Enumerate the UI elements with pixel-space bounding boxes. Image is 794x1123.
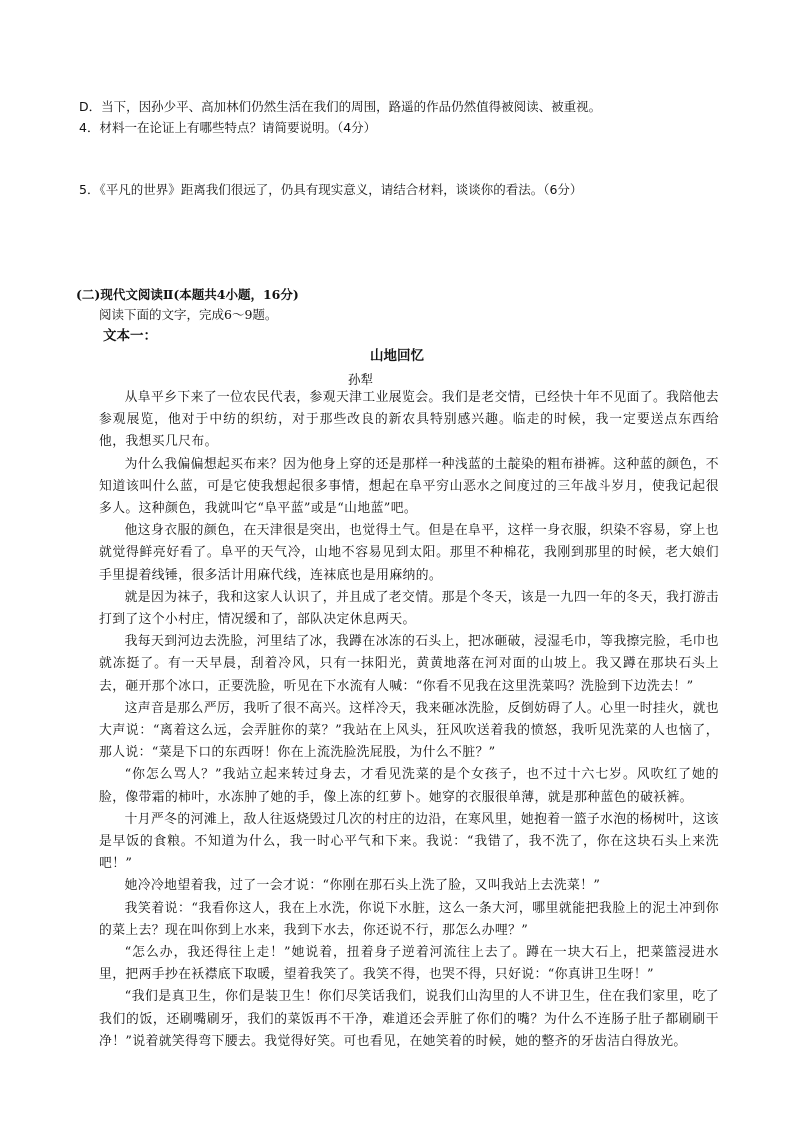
article-paragraph: “怎么办，我还得往上走！”她说着，扭着身子逆着河流往上去了。蹲在一块大石上，把菜篮浸进水里，把两手抄在袄襟底下取暖，望着我笑了。我笑不得，也哭不得，只好说：“你真讲卫生呀！”	[99, 945, 719, 983]
article-paragraph: 我笑着说：“我看你这人，我在上水洗，你说下水脏，这么一条大河，哪里就能把我脸上的泥土冲到你的菜上去？现在叫你到上水来，我到下水去，你还说不行，那怎么办哩？”	[99, 900, 719, 938]
article-paragraph: 她冷冷地望着我，过了一会才说：“你刚在那石头上洗了脸，又叫我站上去洗菜！”	[124, 878, 601, 894]
article-paragraph: 从阜平乡下来了一位农民代表，参观天津工业展览会。我们是老交情，已经快十年不见面了。我陪他去参观展览，他对于中纺的织纺，对于那些改良的新农具特别感兴趣。临走的时候，我一定要送点东西给他，我想买几尺布。	[99, 390, 719, 450]
question-4: 4．材料一在论证上有哪些特点？请简要说明。（4分）	[79, 120, 377, 135]
article-paragraph: “我们是真卫生，你们是装卫生！你们尽笑话我们，说我们山沟里的人不讲卫生，住在我们家里，吃了我们的饭，还刷嘴刷牙，我们的菜饭再不干净，难道还会弄脏了你们的嘴？为什么不连肠子肚子都刷刷干净！”说着就笑得弯下腰去。我觉得好笑。可也看见，在她笑着的时候，她的整齐的牙齿洁白得放光。	[99, 989, 719, 1049]
article-body	[99, 387, 719, 1053]
article-paragraph: 他这身衣服的颜色，在天津很是突出，也觉得土气。但是在阜平，这样一身衣服，织染不容易，穿上也就觉得鲜亮好看了。阜平的天气冷，山地不容易见到太阳。那里不种棉花，我刚到那里的时候，老大娘们手里提着线锤，很多活计用麻代线，连袜底也是用麻纳的。	[99, 523, 719, 583]
article-paragraph: “你怎么骂人？”我站立起来转过身去，才看见洗菜的是个女孩子，也不过十六七岁。风吹红了她的脸，像带霜的柿叶，水冻肿了她的手，像上冻的红萝卜。她穿的衣服很单薄，就是那种蓝色的破袄裤。	[99, 767, 719, 805]
reading-instruction: 阅读下面的文字，完成6～9题。	[99, 307, 278, 322]
article-paragraph: 我每天到河边去洗脸，河里结了冰，我蹲在冰冻的石头上，把冰砸破，浸湿毛巾，等我擦完脸，毛巾也就冻挺了。有一天早晨，刮着冷风，只有一抹阳光，黄黄地落在河对面的山坡上。我又蹲在那块石头上去，砸开那个冰口，正要洗脸，听见在下水流有人喊：“你看不见我在这里洗菜吗？洗脸到下边洗去！”	[99, 634, 719, 694]
article-title: 山地回忆	[370, 348, 424, 364]
article-paragraph: 这声音是那么严厉，我听了很不高兴。这样冷天，我来砸冰洗脸，反倒妨碍了人。心里一时挂火，就也大声说：“离着这么远，会弄脏你的菜？”我站在上风头，狂风吹送着我的愤怒，我听见洗菜的人也恼了，那人说：“菜是下口的东西呀！你在上流洗脸洗屁股，为什么不脏？”	[99, 700, 719, 761]
article-author: 孙犁	[348, 372, 374, 387]
article-paragraph: 为什么我偏偏想起买布来？因为他身上穿的还是那样一种浅蓝的土靛染的粗布褂裤。这种蓝的颜色，不知道该叫什么蓝，可是它使我想起很多事情，想起在阜平穷山恶水之间度过的三年战斗岁月，使我记起很多人。这种颜色，我就叫它“阜平蓝”或是“山地蓝”吧。	[99, 456, 719, 517]
article-paragraph: 就是因为袜子，我和这家人认识了，并且成了老交情。那是个冬天，该是一九四一年的冬天，我打游击打到了这个小村庄，情况缓和了，部队决定休息两天。	[99, 589, 719, 628]
article-paragraph: 十月严冬的河滩上，敌人往返烧毁过几次的村庄的边沿，在寒风里，她抱着一篮子水泡的杨树叶，这该是早饭的食粮。不知道为什么，我一时心平气和下来。我说：“我错了，我不洗了，你在这块石头上来洗吧！”	[99, 811, 719, 872]
option-d-text: D．当下，因孙少平、高加林们仍然生活在我们的周围，路遥的作品仍然值得被阅读、被重视。	[79, 99, 602, 114]
text-one-label: 文本一：	[103, 328, 157, 344]
question-5: 5．《平凡的世界》距离我们很远了，仍具有现实意义，请结合材料，谈谈你的看法。（6分）	[79, 182, 583, 197]
section-heading: (二)现代文阅读Ⅱ(本题共4小题，16分)	[76, 287, 299, 302]
